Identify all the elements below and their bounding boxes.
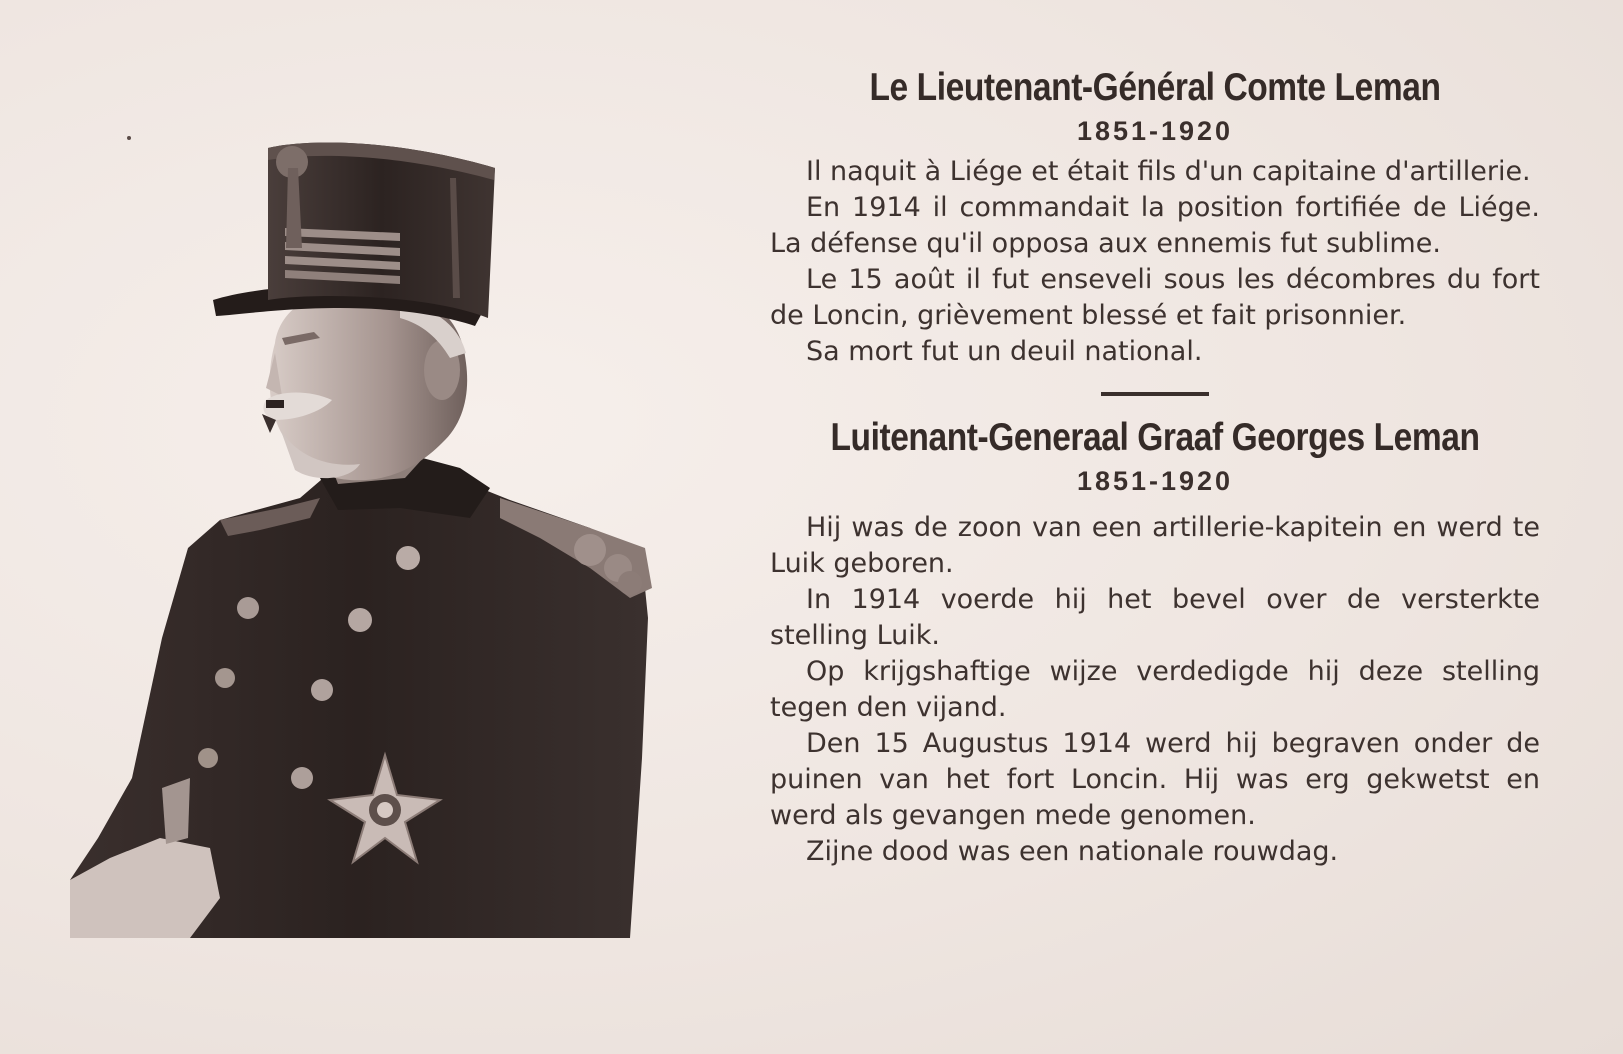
- dutch-paragraph: In 1914 voerde hij het bevel over de versterkte stelling Luik.: [770, 584, 1540, 651]
- portrait-illustration: [70, 138, 680, 974]
- dutch-paragraph: Hij was de zoon van een artillerie-kapitein en werd te Luik geboren.: [770, 512, 1540, 579]
- french-paragraph: Le 15 août il fut enseveli sous les décombres du fort de Loncin, grièvement blessé et fait prisonnier.: [770, 264, 1540, 331]
- biography-text: [770, 60, 1540, 1000]
- french-paragraph: Sa mort fut un deuil national.: [806, 336, 1203, 367]
- dutch-paragraph: Op krijgshaftige wijze verdedigde hij deze stelling tegen den vijand.: [770, 656, 1540, 723]
- french-paragraph: En 1914 il commandait la position fortifiée de Liége. La défense qu'il opposa aux ennemis fut sublime.: [770, 192, 1540, 259]
- section-divider: [1101, 392, 1209, 396]
- dutch-biography: [770, 510, 1540, 870]
- dutch-paragraph: Zijne dood was een nationale rouwdag.: [806, 836, 1339, 867]
- dutch-years: 1851-1920: [1076, 466, 1234, 496]
- dutch-paragraph: Den 15 Augustus 1914 werd hij begraven onder de puinen van het fort Loncin. Hij was erg gekwetst en werd als gevangen mede genomen.: [770, 728, 1540, 831]
- dutch-title: Luitenant-Generaal Graaf Georges Leman: [830, 416, 1480, 459]
- french-paragraph: Il naquit à Liége et était fils d'un capitaine d'artillerie.: [806, 156, 1531, 187]
- french-years: 1851-1920: [1076, 116, 1234, 146]
- french-title: Le Lieutenant-Général Comte Leman: [869, 66, 1441, 109]
- general-portrait-photo: [70, 138, 680, 974]
